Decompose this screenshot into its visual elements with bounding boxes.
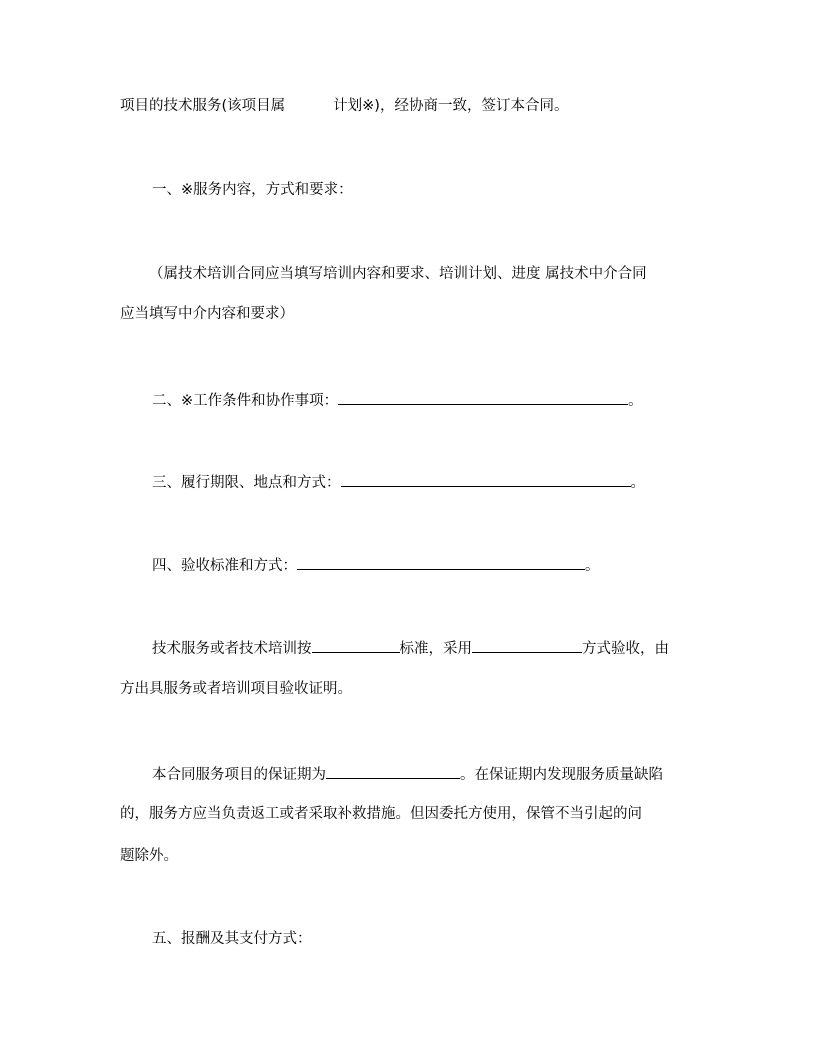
section5-heading: 五、报酬及其支付方式： (152, 931, 312, 947)
section2-line (152, 388, 643, 411)
section4-blank[interactable] (297, 553, 585, 570)
note-line-2: 应当填写中介内容和要求） (120, 306, 294, 322)
acceptance-method-blank[interactable] (472, 636, 582, 653)
section2-blank[interactable] (338, 388, 628, 405)
intro-line (120, 96, 568, 116)
section1-heading: 一、※服务内容，方式和要求： (152, 182, 353, 198)
section3-end: 。 (630, 475, 645, 491)
intro-text-part1: 项目的技术服务(该项目属 (120, 98, 286, 114)
section2-label: 二、※工作条件和协作事项： (152, 393, 339, 409)
section4-line (152, 553, 600, 576)
section3-blank[interactable] (341, 470, 631, 487)
note-line-1: （属技术培训合同应当填写培训内容和要求、培训计划、进度 属技术中介合同 (149, 266, 647, 282)
section4-label: 四、验收标准和方式： (152, 558, 297, 574)
warranty-line-3: 题除外。 (120, 848, 178, 864)
warranty-part2: 。在保证期内发现服务质量缺陷 (460, 767, 663, 783)
acceptance-part1: 技术服务或者技术培训按 (152, 641, 312, 657)
intro-text-part2: 计划※)，经协商一致，签订本合同。 (333, 98, 569, 114)
section2-end: 。 (628, 393, 643, 409)
acceptance-standard-blank[interactable] (312, 636, 400, 653)
acceptance-line-1 (152, 636, 669, 659)
acceptance-line-2: 方出具服务或者培训项目验收证明。 (120, 681, 352, 697)
section4-end: 。 (585, 558, 600, 574)
section3-line (152, 470, 645, 493)
acceptance-part2: 标准，采用 (399, 641, 472, 657)
warranty-line-2: 的，服务方应当负责返工或者采取补救措施。但因委托方使用，保管不当引起的问 (120, 806, 642, 822)
warranty-part1: 本合同服务项目的保证期为 (152, 767, 326, 783)
warranty-period-blank[interactable] (326, 762, 460, 779)
warranty-line-1 (152, 762, 663, 785)
acceptance-part3: 方式验收，由 (582, 641, 669, 657)
section3-label: 三、履行期限、地点和方式： (152, 475, 341, 491)
